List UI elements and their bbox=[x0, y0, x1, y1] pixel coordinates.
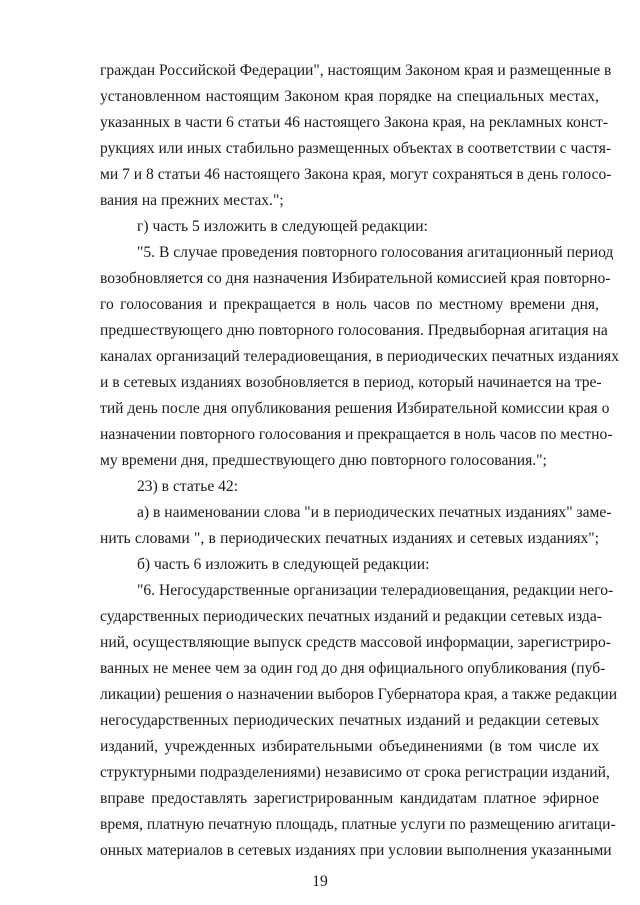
text-line: онных материалов в сетевых изданиях при условии выполнения указанными bbox=[100, 842, 612, 859]
page-number: 19 bbox=[312, 873, 328, 890]
text-line: установленном настоящим Законом края порядке на специальных местах, bbox=[100, 88, 599, 105]
text-line: го голосования и прекращается в ноль часов по местному времени дня, bbox=[100, 296, 599, 313]
text-line: граждан Российской Федерации", настоящим Законом края и размещенные в bbox=[100, 62, 612, 79]
text-line: 23) в статье 42: bbox=[137, 478, 239, 495]
text-line: ликации) решения о назначении выборов Губернатора края, а также редакции bbox=[100, 686, 618, 703]
text-line: каналах организаций телерадиовещания, в периодических печатных изданиях bbox=[100, 348, 619, 365]
text-line: вания на прежних местах."; bbox=[100, 192, 284, 209]
text-line: "5. В случае проведения повторного голосования агитационный период bbox=[137, 244, 614, 261]
text-line: тий день после дня опубликования решения Избирательной комиссии края о bbox=[100, 400, 610, 417]
text-line: сударственных периодических печатных изданий и редакции сетевых изда- bbox=[100, 608, 602, 625]
text-line: "6. Негосударственные организации телерадиовещания, редакции него- bbox=[137, 582, 614, 599]
text-line: вправе предоставлять зарегистрированным кандидатам платное эфирное bbox=[100, 790, 599, 807]
text-line: а) в наименовании слова "и в периодических печатных изданиях" заме- bbox=[137, 504, 612, 521]
text-line: ми 7 и 8 статьи 46 настоящего Закона края, могут сохраняться в день голосо- bbox=[100, 166, 612, 183]
text-line: ний, осуществляющие выпуск средств массовой информации, зарегистриро- bbox=[100, 634, 611, 651]
text-line: рукциях или иных стабильно размещенных объектах в соответствии с частя- bbox=[100, 140, 612, 157]
text-line: и в сетевых изданиях возобновляется в период, который начинается на тре- bbox=[100, 374, 602, 391]
text-line: предшествующего дню повторного голосования. Предвыборная агитация на bbox=[100, 322, 608, 339]
text-line: структурными подразделениями) независимо от срока регистрации изданий, bbox=[100, 764, 610, 781]
text-line: б) часть 6 изложить в следующей редакции: bbox=[137, 556, 430, 573]
text-line: изданий, учрежденных избирательными объединениями (в том числе их bbox=[100, 738, 599, 755]
text-line: негосударственных периодических печатных изданий и редакции сетевых bbox=[100, 712, 599, 729]
text-line: назначении повторного голосования и прекращается в ноль часов по местно- bbox=[100, 426, 613, 443]
text-line: г) часть 5 изложить в следующей редакции: bbox=[137, 218, 428, 235]
text-line: время, платную печатную площадь, платные услуги по размещению агитаци- bbox=[100, 816, 616, 833]
text-line: му времени дня, предшествующего дню повторного голосования."; bbox=[100, 452, 547, 469]
text-line: ванных не менее чем за один год до дня официального опубликования (пуб- bbox=[100, 660, 606, 677]
text-line: возобновляется со дня назначения Избирательной комиссией края повторно- bbox=[100, 270, 611, 287]
text-line: нить словами ", в периодических печатных изданиях и сетевых изданиях"; bbox=[100, 530, 599, 547]
text-line: указанных в части 6 статьи 46 настоящего Закона края, на рекламных конст- bbox=[100, 114, 609, 131]
